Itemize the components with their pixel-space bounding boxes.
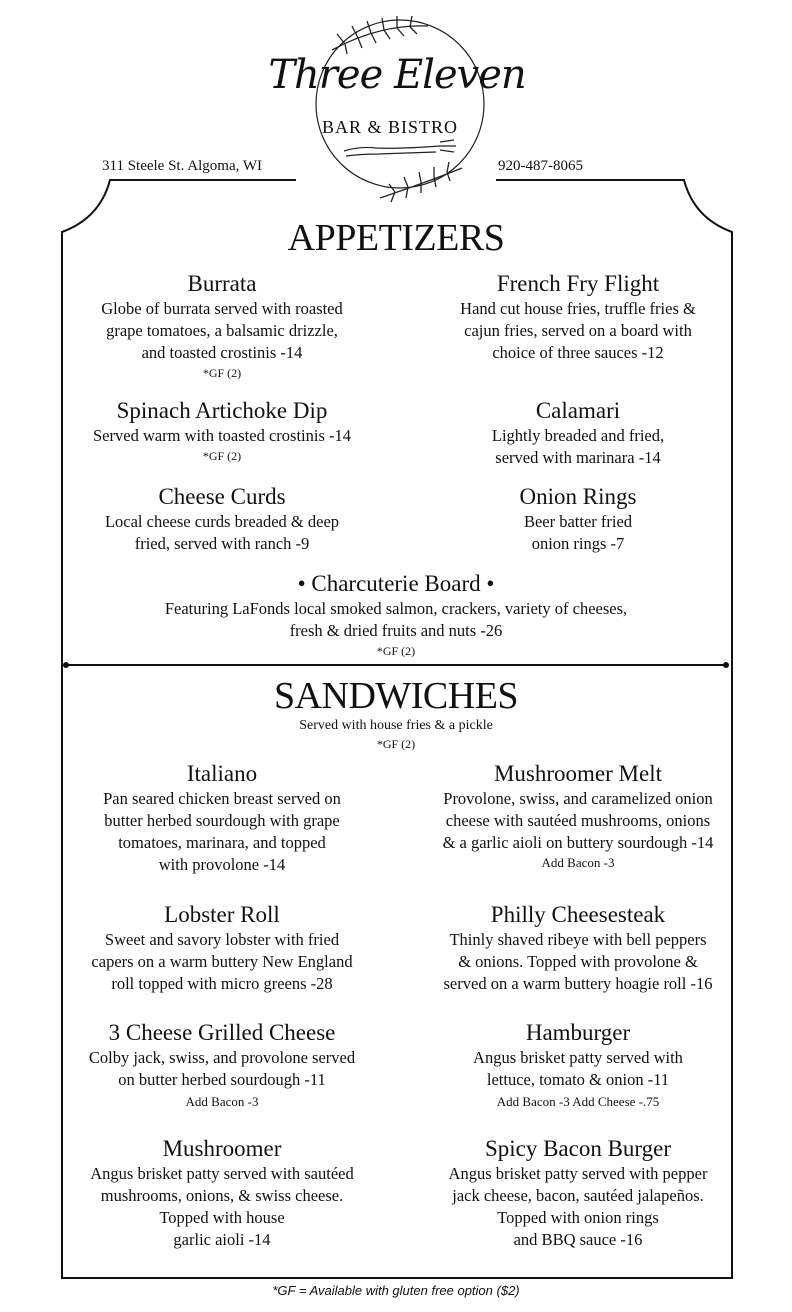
- item-desc: butter herbed sourdough with grape: [104, 811, 340, 830]
- item-desc: capers on a warm buttery New England: [91, 952, 353, 971]
- item-note: Add Bacon -3: [185, 1094, 259, 1109]
- item-desc: Pan seared chicken breast served on: [103, 789, 341, 808]
- item-desc: with provolone -14: [158, 855, 286, 874]
- item-desc: and toasted crostinis -14: [141, 343, 303, 362]
- item-note: Add Bacon -3 Add Cheese -.75: [496, 1094, 660, 1109]
- menu-item-mushroomer: [44, 1135, 400, 1251]
- item-desc: Angus brisket patty served with: [473, 1048, 683, 1067]
- address: 311 Steele St. Algoma, WI: [102, 158, 262, 174]
- sandwiches-heading: SANDWICHES: [273, 675, 519, 717]
- item-desc: roll topped with micro greens -28: [111, 974, 333, 993]
- item-desc: Angus brisket patty served with pepper: [448, 1164, 708, 1183]
- item-note: *GF (2): [202, 366, 242, 380]
- item-desc: & a garlic aioli on buttery sourdough -14: [442, 833, 714, 852]
- item-desc: Lightly breaded and fried,: [491, 426, 665, 445]
- logo-script-text: Three Eleven: [268, 52, 526, 98]
- item-name: Hamburger: [525, 1020, 631, 1045]
- item-name: Cheese Curds: [158, 484, 286, 509]
- item-name: Mushroomer: [162, 1136, 282, 1161]
- menu-item-italiano: [44, 760, 400, 876]
- item-desc: cheese with sautéed mushrooms, onions: [445, 811, 711, 830]
- logo-wreath-icon: [250, 6, 550, 206]
- item-name: French Fry Flight: [496, 271, 660, 296]
- item-desc: & onions. Topped with provolone &: [458, 952, 698, 971]
- item-desc: Local cheese curds breaded & deep: [104, 512, 340, 531]
- menu-item-spinach-artichoke-dip: [44, 397, 400, 464]
- menu-item-cheese-curds: [44, 483, 400, 555]
- item-name: Italiano: [186, 761, 258, 786]
- item-note: *GF (2): [202, 449, 242, 463]
- logo-subtitle: BAR & BISTRO: [321, 117, 459, 137]
- item-note: *GF (2): [376, 644, 416, 658]
- menu-item-lobster-roll: [44, 901, 400, 995]
- item-desc: Provolone, swiss, and caramelized onion: [443, 789, 713, 808]
- item-desc: tomatoes, marinara, and topped: [118, 833, 326, 852]
- item-desc: jack cheese, bacon, sautéed jalapeños.: [452, 1186, 704, 1205]
- item-desc: Hand cut house fries, truffle fries &: [460, 299, 696, 318]
- item-desc: fresh & dried fruits and nuts -26: [289, 621, 503, 640]
- item-desc: mushrooms, onions, & swiss cheese.: [100, 1186, 344, 1205]
- item-desc: Topped with onion rings: [497, 1208, 659, 1227]
- item-desc: Served warm with toasted crostinis -14: [93, 426, 351, 445]
- section-divider: [66, 664, 726, 666]
- item-desc: Thinly shaved ribeye with bell peppers: [449, 930, 707, 949]
- item-desc: and BBQ sauce -16: [513, 1230, 643, 1249]
- item-desc: served on a warm buttery hoagie roll -16: [443, 974, 713, 993]
- item-desc: Topped with house: [159, 1208, 285, 1227]
- item-desc: fried, served with ranch -9: [134, 534, 310, 553]
- item-name: • Charcuterie Board •: [297, 571, 495, 596]
- item-name: Spicy Bacon Burger: [484, 1136, 672, 1161]
- item-name: Calamari: [535, 398, 621, 423]
- item-name: Mushroomer Melt: [493, 761, 662, 786]
- menu-item-hamburger: [400, 1019, 756, 1110]
- sandwiches-gf-note: *GF (2): [376, 737, 416, 751]
- item-desc: Sweet and savory lobster with fried: [104, 930, 340, 949]
- item-name: Philly Cheesesteak: [490, 902, 666, 927]
- item-desc: choice of three sauces -12: [492, 343, 664, 362]
- menu-item-charcuterie-board: [40, 570, 752, 659]
- item-desc: Beer batter fried: [523, 512, 633, 531]
- item-note: Add Bacon -3: [541, 855, 615, 870]
- item-desc: garlic aioli -14: [173, 1230, 271, 1249]
- item-desc: grape tomatoes, a balsamic drizzle,: [106, 321, 338, 340]
- phone-number: 920-487-8065: [498, 158, 583, 174]
- item-name: Spinach Artichoke Dip: [116, 398, 328, 423]
- sandwiches-subtitle: Served with house fries & a pickle: [299, 718, 493, 733]
- item-name: Burrata: [187, 271, 257, 296]
- menu-item-philly-cheesesteak: [400, 901, 756, 995]
- item-name: 3 Cheese Grilled Cheese: [108, 1020, 336, 1045]
- appetizers-heading: APPETIZERS: [287, 217, 505, 259]
- item-desc: Globe of burrata served with roasted: [101, 299, 343, 318]
- menu-item-3-cheese-grilled-cheese: [44, 1019, 400, 1110]
- item-desc: lettuce, tomato & onion -11: [486, 1070, 670, 1089]
- menu-item-spicy-bacon-burger: [400, 1135, 756, 1251]
- item-name: Onion Rings: [519, 484, 637, 509]
- item-desc: Colby jack, swiss, and provolone served: [88, 1048, 356, 1067]
- item-desc: served with marinara -14: [495, 448, 661, 467]
- menu-item-french-fry-flight: [400, 270, 756, 364]
- menu-item-burrata: [44, 270, 400, 381]
- item-desc: Featuring LaFonds local smoked salmon, crackers, variety of cheeses,: [164, 599, 628, 618]
- item-desc: cajun fries, served on a board with: [464, 321, 692, 340]
- gluten-free-footnote: *GF = Available with gluten free option ($2): [272, 1283, 520, 1298]
- item-desc: Angus brisket patty served with sautéed: [90, 1164, 354, 1183]
- item-desc: onion rings -7: [531, 534, 625, 553]
- item-desc: on butter herbed sourdough -11: [118, 1070, 326, 1089]
- menu-item-calamari: [400, 397, 756, 469]
- menu-item-mushroomer-melt: [400, 760, 756, 871]
- item-name: Lobster Roll: [164, 902, 280, 927]
- menu-item-onion-rings: [400, 483, 756, 555]
